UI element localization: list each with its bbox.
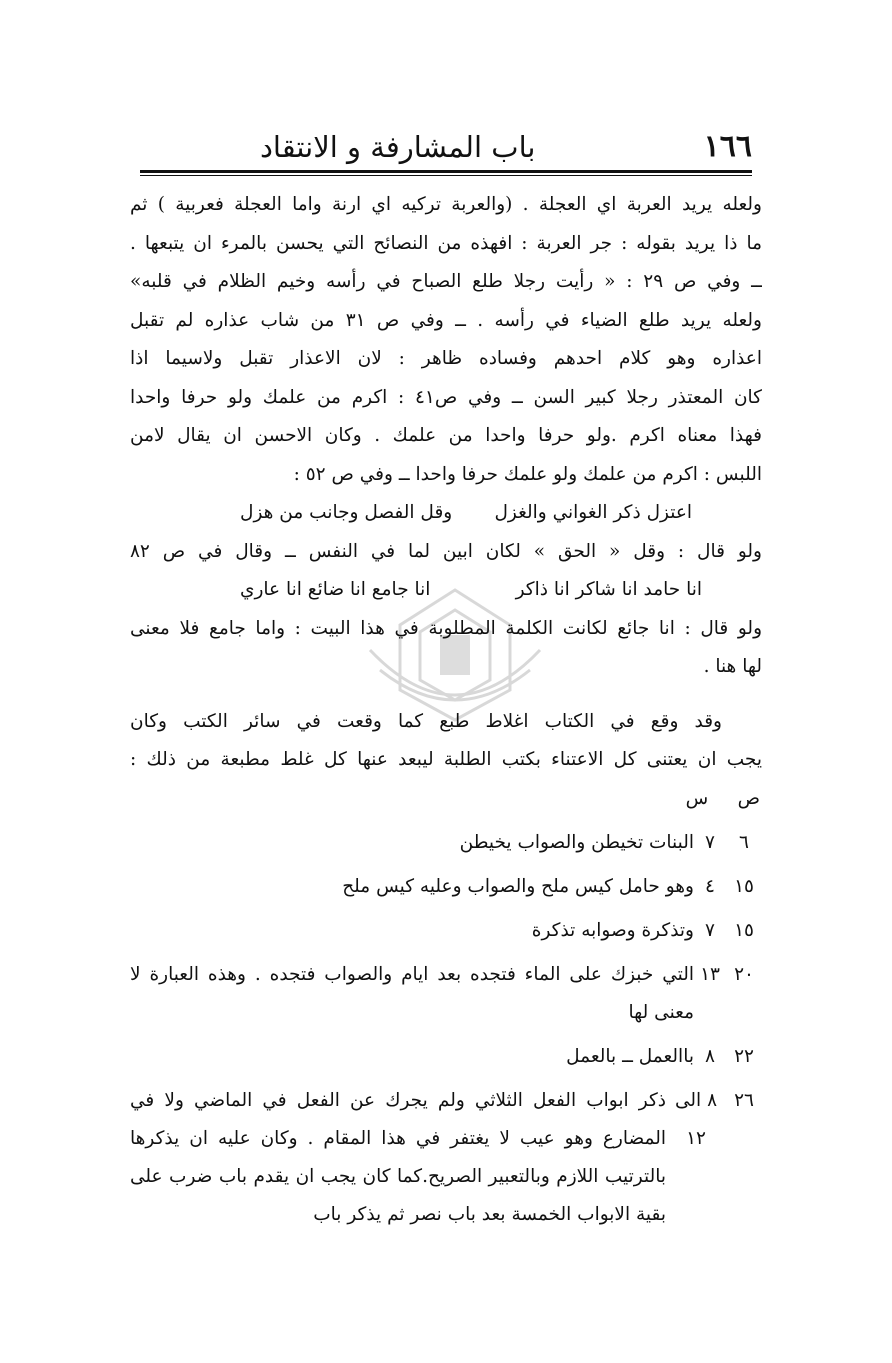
verse-first-hemistich: اعتزل ذكر الغواني والغزل [494, 502, 692, 523]
erratum-line: ٨ الى ١٢ [674, 1089, 717, 1149]
text-line: ولو قال : انا جائع لكانت الكلمة المطلوبة في هذا البيت : واما جامع فلا معنى [130, 617, 762, 639]
erratum-line: ٨ [705, 1045, 715, 1067]
text-line: يجب ان يعتنى كل الاعتناء بكتب الطلبة ليبعد عنها كل غلط مطبعة من ذلك : [130, 749, 762, 770]
errata-line-column: س [685, 787, 709, 809]
text-line: اللبس : اكرم من علمك ولو علمك حرفا واحدا ــ وفي ص ٥٢ : [293, 463, 762, 485]
text-line: كان المعتذر رجلا كبير السن ــ وفي ص٤١ : اكرم من علمك ولو حرفا واحدا [130, 386, 762, 408]
running-title: باب المشارفة و الانتقاد [260, 130, 536, 164]
erratum-text: البنات تخيطن والصواب يخيطن [459, 831, 694, 853]
text-line: ــ وفي ص ٢٩ : « رأيت رجلا طلع الصباح في رأسه وخيم الظلام في قلبه» [130, 271, 762, 292]
text-line: ولعله يريد طلع الضياء في رأسه . ــ وفي ص ٣١ من شاب عذاره لم تقبل [130, 309, 762, 331]
text-line: لها هنا . [703, 656, 762, 677]
erratum-text: ذكر ابواب الفعل الثلاثي ولم يجرك عن الفعل في الماضي ولا في المضارع وهو عيب لا يغتفر في هذا المقام . وكان عليه ان يذكرها بالترتيب اللازم وبالتعبير الصريح.كما كان يجب ان يقدم باب ضرب على بقية الابواب الخمسة بعد باب نصر ثم يذكر باب [130, 1089, 666, 1225]
erratum-text: التي خبزك على الماء فتجده بعد ايام والصواب فتجده . وهذه العبارة لا معنى لها [130, 963, 694, 1023]
text-line: فهذا معناه اكرم .ولو حرفا واحدا من علمك . وكان الاحسن ان يقال لامن [130, 425, 762, 446]
erratum-line: ٧ [705, 831, 715, 853]
verse-second-hemistich: انا جامع انا ضائع انا عاري [240, 579, 431, 600]
poem-verse [130, 571, 762, 610]
erratum-page: ١٥ [734, 875, 754, 897]
erratum-row [130, 868, 762, 906]
text-line: اعذاره وهو كلام احدهم وفساده ظاهر : لان الاعذار تقبل ولاسيما اذا [130, 348, 762, 369]
erratum-line: ٤ [705, 875, 715, 897]
text-line: ولعله يريد العربة اي العجلة . (والعربة تركيه اي ارنة واما العجلة فعربية ) ثم [130, 194, 762, 215]
text-line: وقد وقع في الكتاب اغلاط طبع كما وقعت في سائر الكتب وكان [130, 710, 722, 732]
erratum-text: وهو حامل كيس ملح والصواب وعليه كيس ملح [342, 875, 694, 897]
header-rule-thin [140, 175, 752, 176]
erratum-row [130, 912, 762, 950]
erratum-page: ٦ [739, 831, 749, 853]
verse-second-hemistich: وقل الفصل وجانب من هزل [240, 502, 453, 523]
erratum-row [130, 1038, 762, 1076]
erratum-line: ١٣ [700, 963, 720, 985]
erratum-line: ٧ [705, 919, 715, 941]
page-number: ١٦٦ [703, 129, 752, 164]
erratum-page: ٢٢ [734, 1045, 754, 1067]
erratum-page: ١٥ [734, 919, 754, 941]
errata-page-column: ص [737, 787, 760, 809]
page-header [140, 118, 752, 164]
errata-header [130, 780, 762, 818]
text-line: ما ذا يريد بقوله : جر العربة : افهذه من النصائح التي يحسن بالمرء ان يتبعها . [130, 232, 762, 254]
erratum-row [130, 824, 762, 862]
page-body [130, 186, 762, 1234]
erratum-text: وتذكرة وصوابه تذكرة [531, 919, 694, 941]
text-line: ولو قال : وقل « الحق » لكان ابين لما في النفس ــ وقال في ص ٨٢ [130, 540, 762, 562]
verse-first-hemistich: انا حامد انا شاكر انا ذاكر [515, 579, 702, 600]
erratum-page: ٢٦ [734, 1089, 754, 1111]
erratum-row [130, 956, 762, 1032]
erratum-text: باالعمل ــ بالعمل [566, 1045, 694, 1067]
erratum-row [130, 1082, 762, 1234]
erratum-page: ٢٠ [734, 963, 754, 985]
poem-verse [130, 494, 762, 533]
header-rule [140, 170, 752, 173]
